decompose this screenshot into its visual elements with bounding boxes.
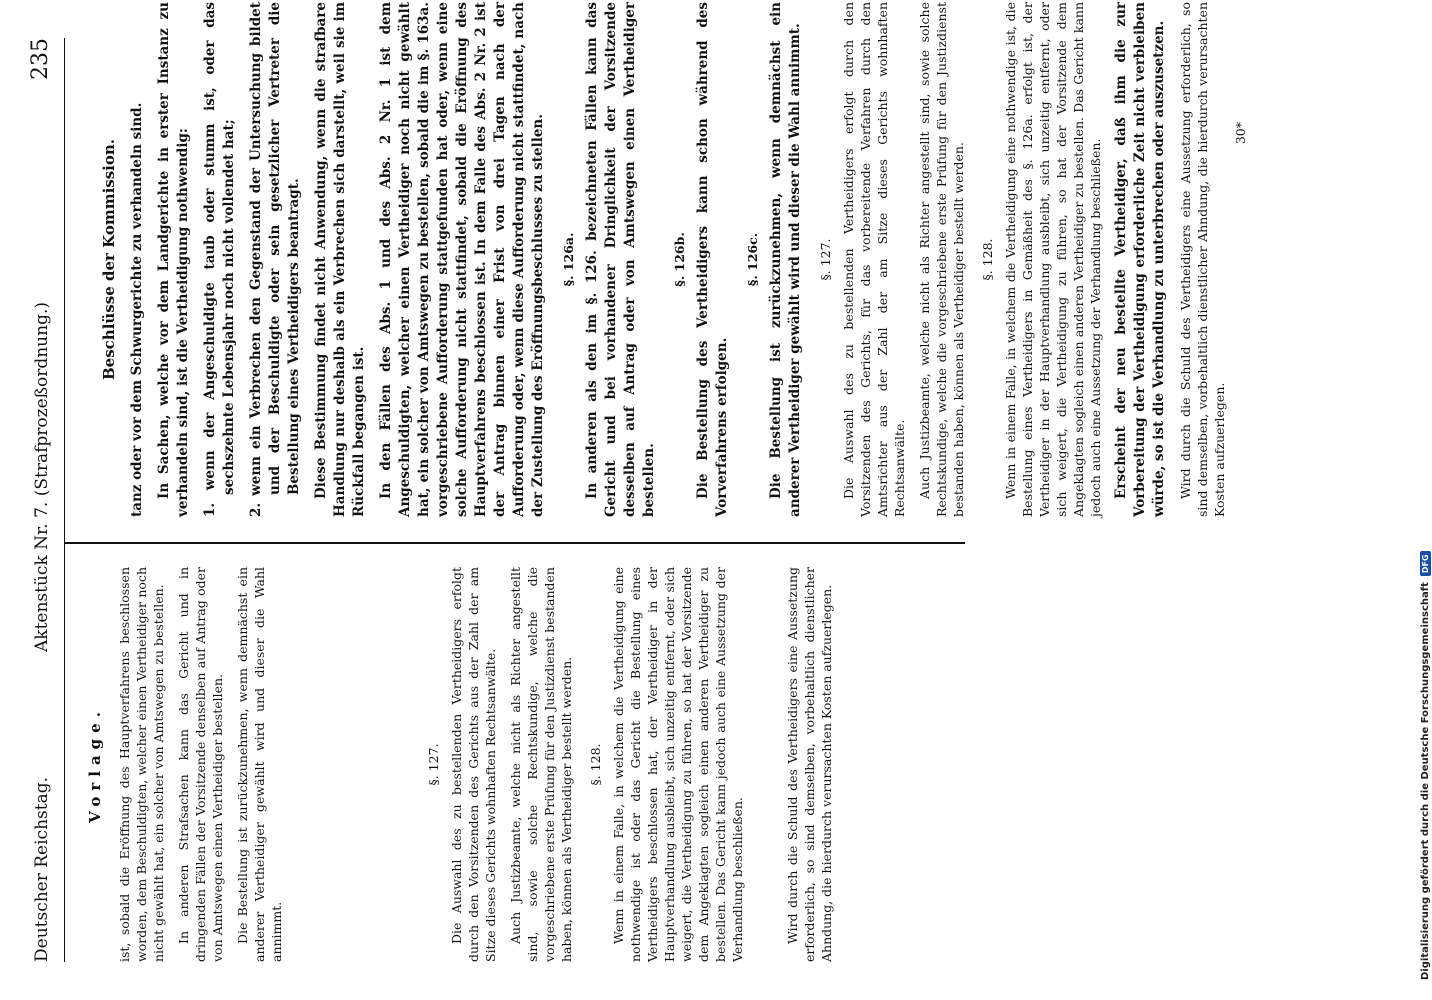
section-heading-128: §. 128. [588,743,603,786]
right-paragraph: Die Bestellung ist zurückzunehmen, wenn demnächst ein anderer Vertheidiger gewählt wird und dieser die Wahl annimmt. [768,2,803,517]
left-paragraph: Die Auswahl des zu bestellenden Vertheidigers erfolgt durch den Vorsitzenden des Gerichts aus der Zahl der am Sitze dieses Gerichts wohnhaften Rechtsanwälte. [449,567,498,962]
header-document: Aktenstück Nr. 7. (Strafprozeßordnung.) [32,301,52,652]
right-paragraph: Wenn in einem Falle, in welchem die Vertheidigung eine nothwendige ist, die Bestellung eines Vertheidigers in Gemäßheit des §. 126a. erfolgt ist, der Vertheidiger in der Hauptverhandlung ausbleibt, sich unzeitig entfernt, oder sich weigert, die Vertheidigung zu führen, so hat der Vorsitzende dem Angeklagten sogleich einen anderen Vertheidiger zu bestellen. Das Gericht kann jedoch auch eine Aussetzung der Verhandlung beschließen. [1003,2,1103,517]
left-paragraph: Wenn in einem Falle, in welchem die Vertheidigung eine nothwendige ist oder das Gericht die Bestellung eines Vertheidigers beschlossen hat, der Vertheidiger in der Hauptverhandlung ausbleibt, sich unzeitig entfernt, oder sich weigert, die Vertheidigung zu führen, so hat der Vorsitzende dem Angeklagten sogleich einen anderen Vertheidiger zu bestellen. Das Gericht kann jedoch auch eine Aussetzung der Verhandlung beschließen. [611,567,745,962]
section-heading-126c: §. 126c. [745,232,760,287]
header-publication: Deutscher Reichstag. [32,777,52,962]
dfg-logo-icon: DFG [1420,551,1431,576]
page-number: 235 [28,38,53,80]
list-item [247,2,304,517]
list-item-text: wenn ein Verbrechen den Gegenstand der Untersuchung bildet und der Beschuldigte oder sein gesetzlicher Vertreter die Bestellung eines Vertheidigers beantragt. [248,2,302,496]
right-intro: tanz oder vor dem Schwurgerichte zu verhandeln sind. [129,102,145,517]
right-paragraph: Wird durch die Schuld des Vertheidigers eine Aussetzung erforderlich, so sind demselben, vorbehaltlich dienstlicher Ahndung, die hierdurch verursachten Kosten aufzuerlegen. [1178,2,1227,517]
right-paragraph: In den Fällen des Abs. 1 und des Abs. 2 Nr. 1 ist dem Angeschuldigten, welcher einen Vertheidiger noch nicht gewählt hat, ein solcher von Amtswegen zu bestellen, sobald die im §. 163a. vorgeschriebene Aufforderung stattgefunden hat oder, wenn eine solche Aufforderung nicht stattfindet, sobald die Eröffnung des Hauptverfahrens beschlossen ist. In dem Falle des Abs. 2 Nr. 2 ist der Antrag binnen einer Frist von drei Tagen nach der Aufforderung oder, wenn diese Aufforderung nicht stattfindet, nach der Zustellung des Eröffnungsbeschlusses zu stellen. [378,2,546,517]
section-heading-127: §. 127. [426,743,441,786]
list-item-number: 2. [248,502,264,517]
sheet-number: 30* [1233,122,1248,145]
list-item-number: 1. [202,502,218,517]
column-divider [65,543,965,545]
left-intro: ist, sobald die Eröffnung des Hauptverfahrens beschlossen worden, dem Beschuldigten, welcher einen Vertheidiger noch nicht gewählt hat, ein solcher von Amtswegen zu bestellen. [117,567,166,962]
right-paragraph: In anderen als den im §. 126. bezeichneten Fällen kann das Gericht und bei vorhandener Dringlichkeit der Vorsitzende desselben auf Antrag oder von Amtswegen einen Vertheidiger bestellen. [584,2,657,517]
right-paragraph: Auch Justizbeamte, welche nicht als Richter angestellt sind, sowie solche Rechtskundige, welche die vorgeschriebene erste Prüfung für den Justizdienst bestanden haben, können als Vertheidiger bestellt werden. [917,2,966,517]
list-item [201,2,239,517]
left-paragraph: Die Bestellung ist zurückzunehmen, wenn demnächst ein anderer Vertheidiger gewählt wird und dieser die Wahl annimmt. [235,567,284,962]
left-column-title: Vorlage. [86,706,104,823]
left-paragraph: In anderen Strafsachen kann das Gericht und in dringenden Fällen der Vorsitzende denselben auf Antrag oder von Amtswegen einen Vertheidiger bestellen. [176,567,225,962]
right-column-title: Beschlüsse der Kommission. [100,139,118,380]
right-paragraph: Diese Bestimmung findet nicht Anwendung, wenn die strafbare Handlung nur deshalb als ein Verbrechen sich darstellt, weil sie im Rückfall begangen ist. [313,2,367,517]
list-item-text: wenn der Angeschuldigte taub oder stumm ist, oder das sechszehnte Lebensjahr noch nicht vollendet hat; [202,2,237,495]
left-paragraph: Auch Justizbeamte, welche nicht als Richter angestellt sind, sowie solche Rechtskundige, welche die vorgeschriebene erste Prüfung für den Justizdienst bestanden haben, können als Vertheidiger bestellt werden. [508,567,574,962]
digitization-credit [1416,0,1432,1000]
left-column-vorlage [79,567,843,962]
right-paragraph: Die Bestellung des Vertheidigers kann schon während des Vorverfahrens erfolgen. [695,2,730,517]
page-header [28,38,65,962]
section-heading-127: §. 127. [818,238,833,281]
right-column-kommission [79,2,1249,517]
right-paragraph: Erscheint der neu bestellte Vertheidiger, daß ihm die zur Vorbereitung der Vertheidigung erforderliche Zeit nicht verbleiben würde, so ist die Verhandlung zu unterbrechen oder auszusetzen. [1113,2,1167,517]
two-column-body [65,2,1305,962]
right-paragraph: In Sachen, welche vor dem Landgerichte in erster Instanz zu verhandeln sind, ist die Vertheidigung nothwendig: [156,2,191,517]
section-heading-126b: §. 126b. [672,232,687,287]
left-paragraph: Wird durch die Schuld des Vertheidigers eine Aussetzung erforderlich, so sind demselben, vorbehaltlich dienstlicher Ahndung, die hierdurch verursachten Kosten aufzuerlegen. [785,567,834,962]
section-heading-126a: §. 126a. [561,232,576,287]
credit-text: Digitalisierung gefördert durch die Deutsche Forschungsgemeinschaft [1419,582,1431,980]
right-paragraph: Die Auswahl des zu bestellenden Vertheidigers erfolgt durch den Vorsitzenden des Gerichts, für das vorbereitende Verfahren durch den Amtsrichter aus der Zahl der am Sitze dieses Gerichts wohnhaften Rechtsanwälte. [841,2,907,517]
section-heading-128: §. 128. [980,238,995,281]
